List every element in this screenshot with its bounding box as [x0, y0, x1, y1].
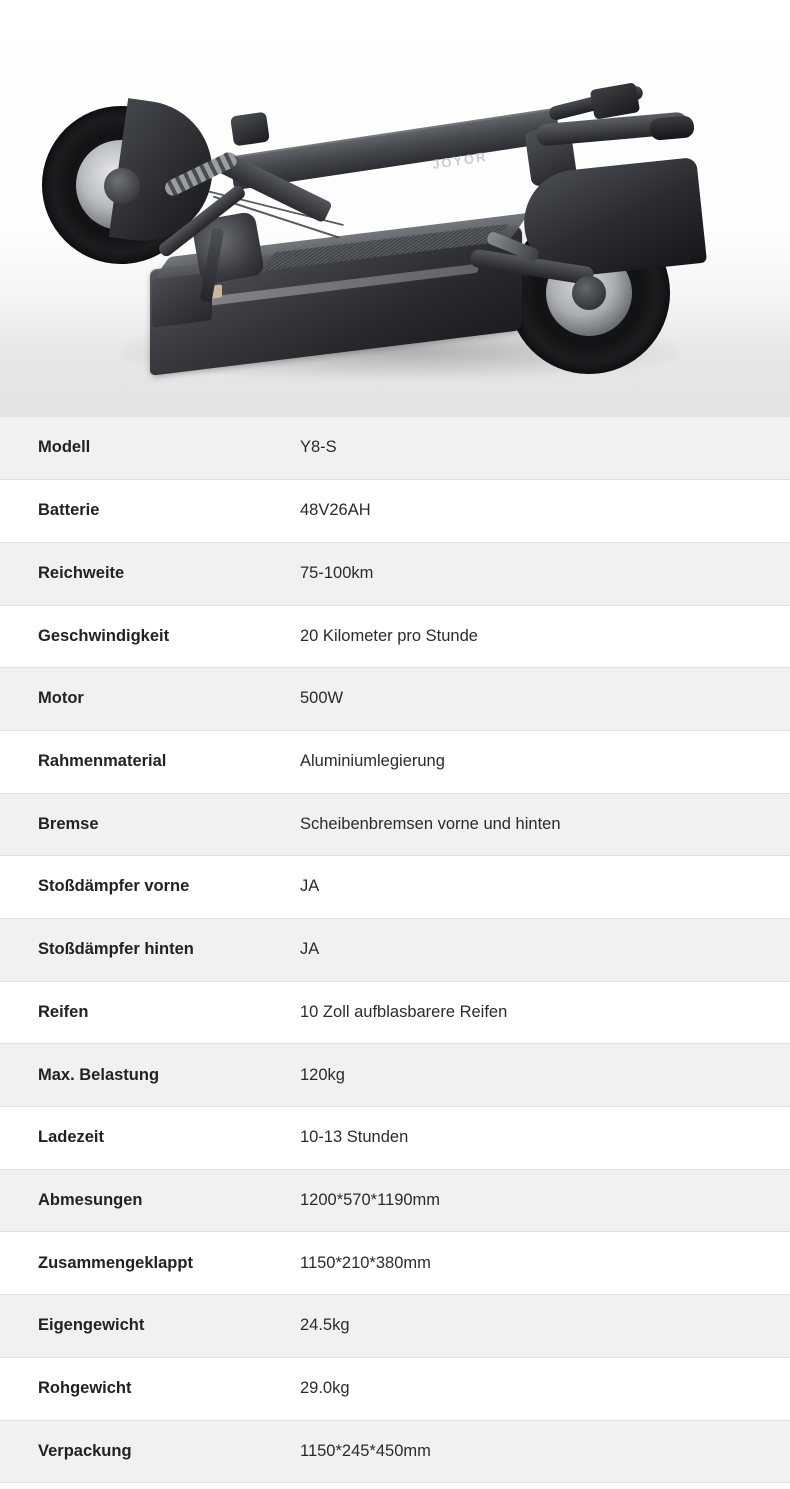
spec-label: Verpackung	[0, 1420, 300, 1483]
spec-label: Max. Belastung	[0, 1044, 300, 1107]
table-row	[0, 981, 790, 1044]
spec-value: Scheibenbremsen vorne und hinten	[300, 793, 790, 856]
spec-value: 75-100km	[300, 542, 790, 605]
spec-value: 29.0kg	[300, 1357, 790, 1420]
spec-value: JA	[300, 856, 790, 919]
spec-label: Eigengewicht	[0, 1295, 300, 1358]
spec-value: 1200*570*1190mm	[300, 1169, 790, 1232]
brand-logo-text: JOYOR	[431, 148, 489, 173]
table-row	[0, 730, 790, 793]
table-row	[0, 793, 790, 856]
spec-value: 20 Kilometer pro Stunde	[300, 605, 790, 668]
spec-label: Zusammengeklappt	[0, 1232, 300, 1295]
spec-label: Modell	[0, 417, 300, 480]
table-row	[0, 856, 790, 919]
table-row	[0, 480, 790, 543]
table-row	[0, 1420, 790, 1483]
spec-value: Y8-S	[300, 417, 790, 480]
table-row	[0, 1295, 790, 1358]
table-row	[0, 919, 790, 982]
spec-label: Reichweite	[0, 542, 300, 605]
spec-label: Rahmenmaterial	[0, 730, 300, 793]
display-unit	[590, 82, 641, 120]
specification-table	[0, 417, 790, 1483]
spec-value: 1150*245*450mm	[300, 1420, 790, 1483]
spec-value: 48V26AH	[300, 480, 790, 543]
headlight	[230, 112, 270, 147]
rear-hub-motor	[572, 276, 606, 310]
spec-label: Motor	[0, 668, 300, 731]
table-row	[0, 605, 790, 668]
spec-label: Reifen	[0, 981, 300, 1044]
spec-value: 1150*210*380mm	[300, 1232, 790, 1295]
table-row	[0, 1107, 790, 1170]
spec-value: 10 Zoll aufblasbarere Reifen	[300, 981, 790, 1044]
table-row	[0, 668, 790, 731]
handlebar-grip	[649, 115, 695, 141]
front-hub	[104, 168, 140, 204]
table-row	[0, 542, 790, 605]
spec-value: JA	[300, 919, 790, 982]
table-row	[0, 417, 790, 480]
spec-label: Abmesungen	[0, 1169, 300, 1232]
table-row	[0, 1357, 790, 1420]
spec-value: 24.5kg	[300, 1295, 790, 1358]
spec-value: 10-13 Stunden	[300, 1107, 790, 1170]
spec-label: Stoßdämpfer vorne	[0, 856, 300, 919]
spec-label: Geschwindigkeit	[0, 605, 300, 668]
spec-value: 500W	[300, 668, 790, 731]
spec-label: Batterie	[0, 480, 300, 543]
table-row	[0, 1169, 790, 1232]
product-image	[0, 0, 790, 417]
spec-label: Stoßdämpfer hinten	[0, 919, 300, 982]
spec-label: Bremse	[0, 793, 300, 856]
spec-value: 120kg	[300, 1044, 790, 1107]
spec-value: Aluminiumlegierung	[300, 730, 790, 793]
table-row	[0, 1044, 790, 1107]
spec-label: Rohgewicht	[0, 1357, 300, 1420]
scooter-illustration	[0, 0, 790, 417]
table-row	[0, 1232, 790, 1295]
spec-label: Ladezeit	[0, 1107, 300, 1170]
